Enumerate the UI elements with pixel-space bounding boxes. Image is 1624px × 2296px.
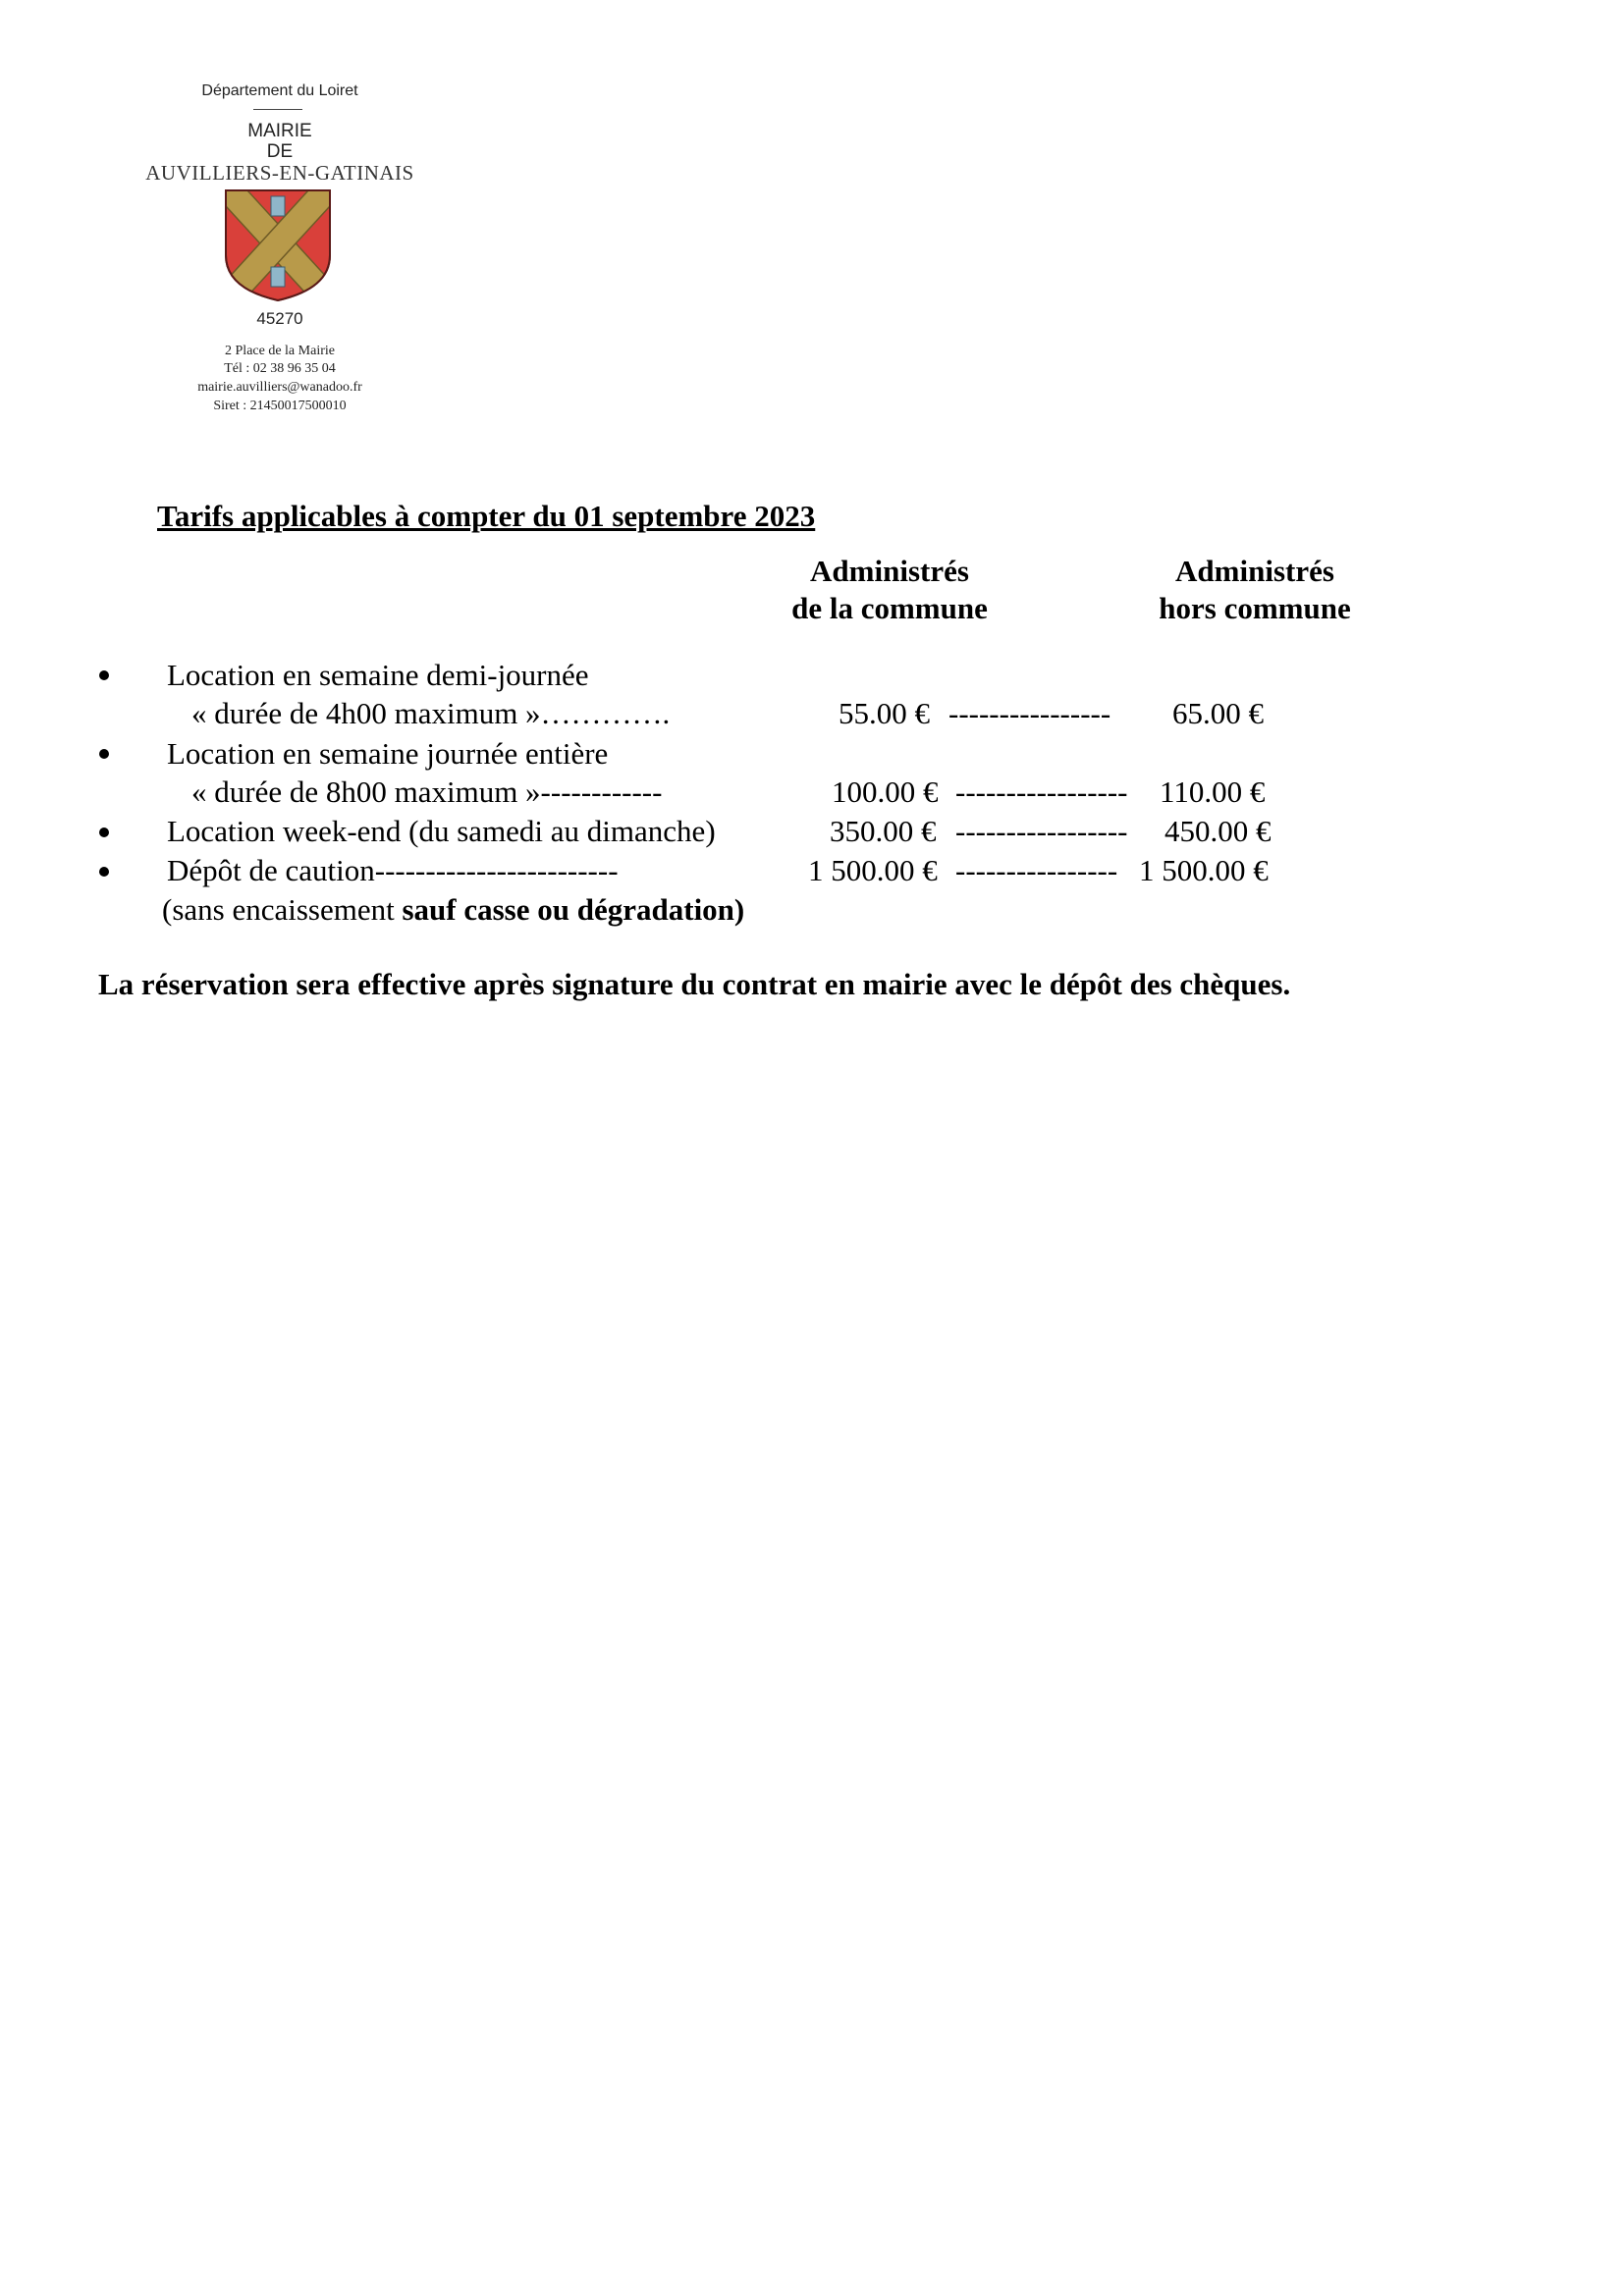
rate-label-half-day: Location en semaine demi-journée xyxy=(167,658,589,692)
rate-label-weekend: Location week-end (du samedi au dimanche) xyxy=(167,814,716,848)
siret-number: Siret : 21450017500010 xyxy=(213,399,347,413)
bullet-icon xyxy=(99,867,109,877)
column-header-residents-line1: Administrés xyxy=(810,554,969,588)
rate-resident-weekend: 350.00 € xyxy=(830,814,937,848)
postcode: 45270 xyxy=(256,309,303,328)
de-word: DE xyxy=(266,141,294,162)
email: mairie.auvilliers@wanadoo.fr xyxy=(197,380,362,395)
rate-separator-deposit: ---------------- xyxy=(955,853,1118,887)
column-header-non-residents xyxy=(1127,553,1382,627)
rate-separator-half-day: ---------------- xyxy=(948,696,1111,730)
mairie-label xyxy=(147,121,412,162)
rate-sublabel-full-day: « durée de 8h00 maximum »------------ xyxy=(191,774,663,809)
column-header-residents-line2: de la commune xyxy=(791,591,988,625)
town-name: AUVILLIERS-EN-GATINAIS xyxy=(145,161,414,185)
rate-resident-full-day: 100.00 € xyxy=(832,774,939,809)
bullet-icon xyxy=(99,828,109,837)
column-header-non-residents-line2: hors commune xyxy=(1159,591,1351,625)
rate-label-deposit: Dépôt de caution------------------------ xyxy=(167,853,619,887)
rate-resident-deposit: 1 500.00 € xyxy=(808,853,938,887)
deposit-note-prefix: (sans encaissement xyxy=(162,892,403,927)
rate-non-resident-weekend: 450.00 € xyxy=(1164,814,1272,848)
telephone: Tél : 02 38 96 35 04 xyxy=(224,361,336,376)
rate-separator-full-day: ----------------- xyxy=(955,774,1128,809)
deposit-note-bold: sauf casse ou dégradation) xyxy=(402,892,745,927)
rate-sublabel-half-day: « durée de 4h00 maximum »…………. xyxy=(191,696,671,730)
deposit-note xyxy=(162,892,744,928)
rate-non-resident-half-day: 65.00 € xyxy=(1172,696,1264,730)
rate-non-resident-full-day: 110.00 € xyxy=(1160,774,1266,809)
department-label: Département du Loiret xyxy=(201,82,358,99)
letterhead-divider xyxy=(253,109,302,110)
address: 2 Place de la Mairie xyxy=(225,344,335,358)
column-header-non-residents-line1: Administrés xyxy=(1175,554,1334,588)
reservation-notice: La réservation sera effective après signature du contrat en mairie avec le dépôt des chèques. xyxy=(98,967,1291,1001)
page-title: Tarifs applicables à compter du 01 septembre 2023 xyxy=(157,499,816,533)
rate-label-full-day: Location en semaine journée entière xyxy=(167,736,609,771)
coat-of-arms-icon xyxy=(218,187,338,302)
mairie-word: MAIRIE xyxy=(247,121,312,141)
bullet-icon xyxy=(99,749,109,759)
rate-non-resident-deposit: 1 500.00 € xyxy=(1139,853,1269,887)
rate-separator-weekend: ----------------- xyxy=(955,814,1128,848)
column-header-residents xyxy=(762,553,1017,627)
rate-resident-half-day: 55.00 € xyxy=(839,696,930,730)
bullet-icon xyxy=(99,670,109,680)
